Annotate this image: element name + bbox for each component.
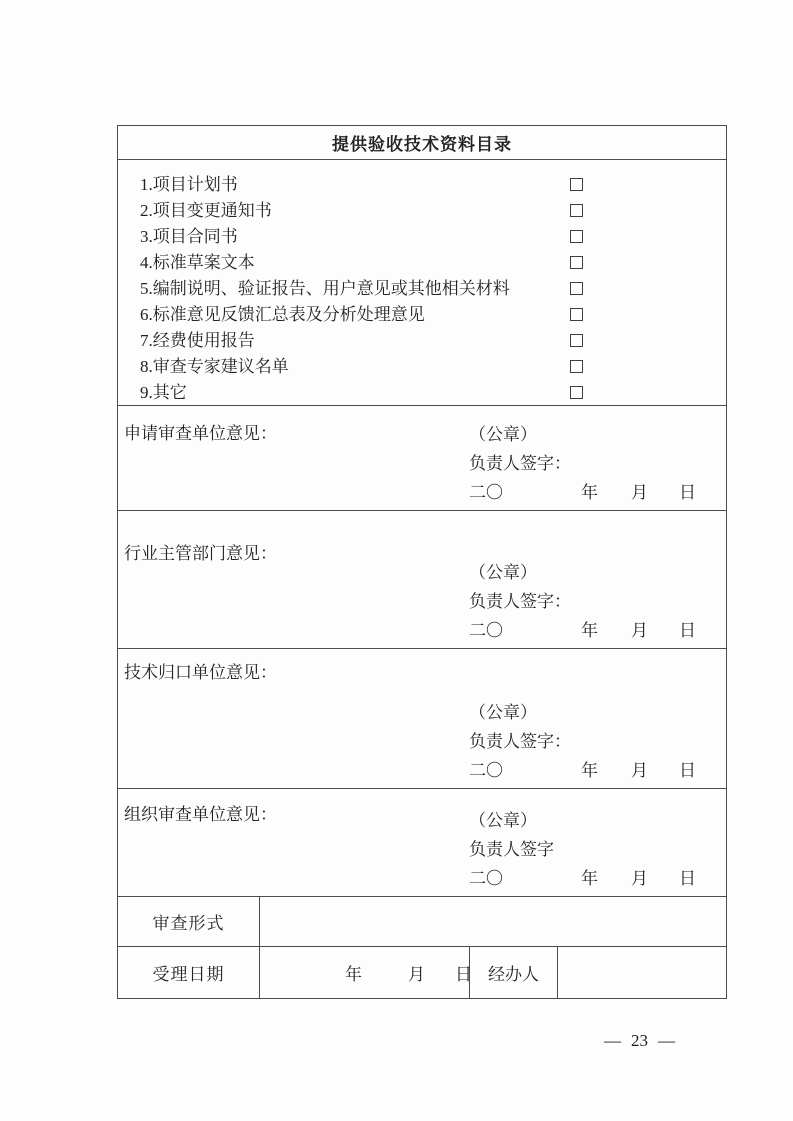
month-label: 月 xyxy=(408,965,425,984)
acceptance-date-row xyxy=(118,947,726,998)
day-label: 日 xyxy=(679,869,696,888)
signer-label: 负责人签字： xyxy=(469,732,571,751)
checkbox-icon[interactable] xyxy=(570,230,583,243)
opinion-section-organizing-unit xyxy=(118,789,726,897)
handler-label: 经办人 xyxy=(470,947,558,998)
day-label: 日 xyxy=(679,621,696,640)
year-label: 年 xyxy=(345,965,362,984)
section-label: 申请审查单位意见： xyxy=(124,424,277,443)
signer-label: 负责人签字 xyxy=(469,840,554,859)
signature-block xyxy=(469,420,696,507)
day-label: 日 xyxy=(455,965,472,984)
checklist-item xyxy=(140,224,726,250)
checklist-item xyxy=(140,172,726,198)
acceptance-date-label: 受理日期 xyxy=(118,947,260,998)
checklist-item xyxy=(140,250,726,276)
signature-block xyxy=(469,698,696,785)
date-prefix: 二〇 xyxy=(469,869,503,888)
month-label: 月 xyxy=(631,761,648,780)
seal-placeholder: （公章） xyxy=(469,425,537,444)
page-number xyxy=(604,1030,675,1052)
checklist-item xyxy=(140,380,726,406)
checkbox-icon[interactable] xyxy=(570,360,583,373)
checklist-item xyxy=(140,302,726,328)
section-label: 组织审查单位意见： xyxy=(124,805,277,824)
review-form-label: 审查形式 xyxy=(118,897,260,946)
year-label: 年 xyxy=(581,483,598,502)
year-label: 年 xyxy=(581,761,598,780)
checklist-item-label: 5.编制说明、验证报告、用户意见或其他相关材料 xyxy=(140,279,510,298)
checklist-item-label: 6.标准意见反馈汇总表及分析处理意见 xyxy=(140,305,425,324)
checkbox-icon[interactable] xyxy=(570,282,583,295)
checkbox-icon[interactable] xyxy=(570,308,583,321)
month-label: 月 xyxy=(631,483,648,502)
seal-placeholder: （公章） xyxy=(469,703,537,722)
review-form-row xyxy=(118,897,726,947)
checklist-item xyxy=(140,276,726,302)
form-title: 提供验收技术资料目录 xyxy=(332,135,512,154)
date-line xyxy=(469,756,696,785)
day-label: 日 xyxy=(679,483,696,502)
checklist-item xyxy=(140,354,726,380)
handler-value-cell xyxy=(558,947,726,998)
checklist-item-label: 1.项目计划书 xyxy=(140,175,238,194)
checklist-item xyxy=(140,328,726,354)
signer-label: 负责人签字： xyxy=(469,454,571,473)
checklist-item-label: 4.标准草案文本 xyxy=(140,253,255,272)
acceptance-materials-form xyxy=(117,125,727,999)
date-prefix: 二〇 xyxy=(469,483,503,502)
date-line xyxy=(469,864,696,893)
date-line xyxy=(469,616,696,645)
seal-placeholder: （公章） xyxy=(469,563,537,582)
opinion-section-industry-dept xyxy=(118,511,726,649)
year-label: 年 xyxy=(581,621,598,640)
checkbox-icon[interactable] xyxy=(570,178,583,191)
day-label: 日 xyxy=(679,761,696,780)
date-line xyxy=(469,478,696,507)
checklist-item-label: 8.审查专家建议名单 xyxy=(140,357,289,376)
checkbox-icon[interactable] xyxy=(570,256,583,269)
year-label: 年 xyxy=(581,869,598,888)
checklist-item-label: 7.经费使用报告 xyxy=(140,331,255,350)
date-prefix: 二〇 xyxy=(469,621,503,640)
checklist-item-label: 3.项目合同书 xyxy=(140,227,238,246)
page-number-dash: — xyxy=(658,1031,675,1050)
checkbox-icon[interactable] xyxy=(570,334,583,347)
review-form-value-cell xyxy=(260,897,726,946)
page-number-value: 23 xyxy=(631,1031,648,1050)
checkbox-icon[interactable] xyxy=(570,386,583,399)
date-prefix: 二〇 xyxy=(469,761,503,780)
seal-placeholder: （公章） xyxy=(469,811,537,830)
month-label: 月 xyxy=(631,869,648,888)
opinion-section-technical-unit xyxy=(118,649,726,789)
section-label: 行业主管部门意见： xyxy=(124,544,277,563)
checklist-item-label: 2.项目变更通知书 xyxy=(140,201,272,220)
month-label: 月 xyxy=(631,621,648,640)
materials-checklist xyxy=(118,160,726,406)
checklist-item xyxy=(140,198,726,224)
section-label: 技术归口单位意见： xyxy=(124,663,277,682)
checkbox-icon[interactable] xyxy=(570,204,583,217)
acceptance-date-cell xyxy=(260,947,470,998)
signature-block xyxy=(469,806,696,893)
form-title-row xyxy=(118,126,726,160)
opinion-section-applying-unit xyxy=(118,406,726,511)
page-number-dash: — xyxy=(604,1031,621,1050)
signature-block xyxy=(469,558,696,645)
checklist-item-label: 9.其它 xyxy=(140,383,187,402)
signer-label: 负责人签字： xyxy=(469,592,571,611)
